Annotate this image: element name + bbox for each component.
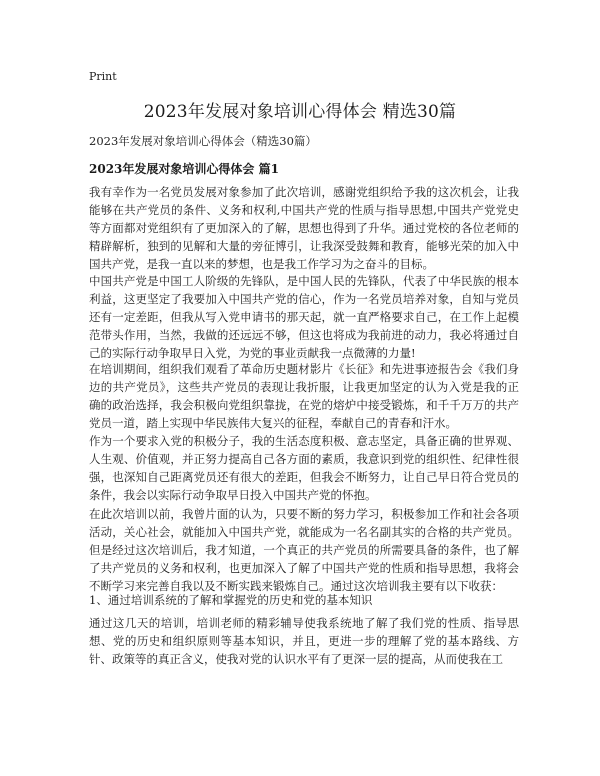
section-heading: 2023年发展对象培训心得体会 篇1 bbox=[89, 162, 279, 176]
document-subtitle: 2023年发展对象培训心得体会（精选30篇） bbox=[89, 134, 317, 148]
paragraph: 在此次培训以前，我曾片面的认为，只要不断的努力学习，积极参加工作和社会各项活动，关心社会，就能加入中国共产党，就能成为一名名副其实的合格的共产党员。但是经过这次培训后，我才知道，一个真正的共产党员的所需要具备的条件，也了解了共产党员的义务和权利，也更加深入了解了中国共产党的性质和指导思想，我将会不断学习来完善自我以及不断实践来锻炼自己。通过这次培训我主要有以下收获： bbox=[89, 507, 519, 593]
paragraph: 中国共产党是中国工人阶级的先锋队，是中国人民的先锋队，代表了中华民族的根本利益，这更坚定了我要加入中国共产党的信心，作为一名党员培养对象，自知与党员还有一定差距，但我从写入党申请书的那天起，就一直严格要求自己，在工作上起模范带头作用，当然，我做的还远远不够，但这也将成为我前进的动力，我必将通过自己的实际行动争取早日入党，为党的事业贡献我一点微薄的力量! bbox=[89, 274, 519, 360]
paragraph: 我有幸作为一名党员发展对象参加了此次培训，感谢党组织给予我的这次机会，让我能够在共产党员的条件、义务和权利,中国共产党的性质与指导思想,中国共产党党史等方面都对党组织有了更加深入的了解，思想也得到了升华。通过党校的各位老师的精辟解析，独到的见解和大量的旁征博引，让我深受鼓舞和教育，能够光荣的加入中国共产党，是我一直以来的梦想，也是我工作学习为之奋斗的目标。 bbox=[89, 185, 519, 271]
paragraph: 在培训期间，组织我们观看了革命历史题材影片《长征》和先进事迹报告会《我们身边的共产党员》，这些共产党员的表现让我折服，让我更加坚定的认为入党是我的正确的政治选择，我会积极向党组织靠拢，在党的熔炉中接受锻炼，和千千万万的共产党员一道，踏上实现中华民族伟大复兴的征程，奉献自己的青春和汗水。 bbox=[89, 362, 519, 430]
numbered-subheading: 1、通过培训系统的了解和掌握党的历史和党的基本知识 bbox=[89, 593, 373, 607]
paragraph: 作为一个要求入党的积极分子，我的生活态度积极、意志坚定，具备正确的世界观、人生观、价值观，并正努力提高自己各方面的素质，我意识到党的组织性、纪律性很强，也深知自己距离党员还有很大的差距，但我会不断努力，让自己早日符合党员的条件，我会以实际行动争取早日投入中国共产党的怀抱。 bbox=[89, 434, 519, 502]
page-title: 2023年发展对象培训心得体会 精选30篇 bbox=[143, 102, 457, 122]
print-link[interactable]: Print bbox=[89, 70, 117, 83]
paragraph: 通过这几天的培训，培训老师的精彩辅导使我系统地了解了我们党的性质、指导思想、党的历史和组织原则等基本知识，并且，更进一步的理解了党的基本路线、方针、政策等的真正含义，使我对党的认识水平有了更深一层的提高，从而使我在工 bbox=[89, 616, 519, 666]
